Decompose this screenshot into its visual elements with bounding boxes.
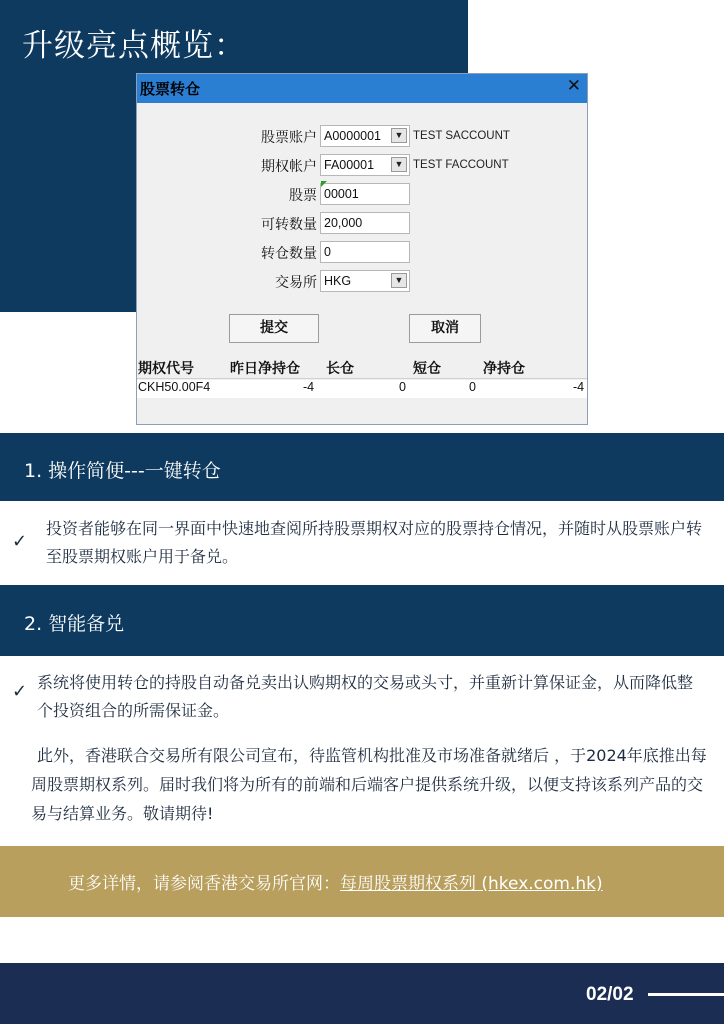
stock-transfer-dialog (136, 73, 588, 425)
stock-input[interactable] (320, 183, 410, 205)
page-number: 02/02 (586, 984, 634, 1005)
option-account-note: TEST FACCOUNT (413, 159, 509, 171)
dialog-titlebar (137, 74, 587, 103)
transferable-qty-label: 可转数量 (261, 217, 317, 233)
close-icon[interactable]: ✕ (566, 76, 581, 96)
section2-text: 系统将使用转仓的持股自动备兑卖出认购期权的交易或头寸，并重新计算保证金，从而降低整个投资组合的所需保证金。 (37, 673, 694, 720)
more-info-prefix: 更多详情，请参阅香港交易所官网： (68, 874, 340, 894)
more-info-band (0, 846, 724, 917)
transferable-qty-value: 20,000 (324, 216, 363, 230)
transfer-qty-input[interactable] (320, 241, 410, 263)
check-icon: ✓ (12, 681, 28, 702)
col-header-prev-net: 昨日净持仓 (230, 361, 300, 377)
table-divider (137, 378, 587, 379)
stock-account-value: A0000001 (324, 129, 382, 143)
section1-heading: 1. 操作简便---一键转仓 (24, 460, 221, 482)
cell-marker-icon (321, 181, 327, 187)
dialog-title: 股票转仓 (140, 80, 201, 98)
transferable-qty-field[interactable] (320, 212, 410, 234)
stock-account-row (137, 125, 317, 147)
stock-account-label: 股票账户 (261, 130, 317, 146)
option-account-select[interactable] (320, 154, 410, 176)
option-account-value: FA00001 (324, 158, 375, 172)
stock-value: 00001 (324, 187, 359, 201)
exchange-label: 交易所 (275, 275, 317, 291)
section2-extra-text: 此外，香港联合交易所有限公司宣布，待监管机构批准及市场准备就绪后 ，于2024年底推出每周股票期权系列。届时我们将为所有的前端和后端客户提供系统升级，以便支持该系列产品的交易与结算业务。敬请期待! (31, 746, 707, 823)
transfer-qty-row (137, 241, 317, 263)
col-header-long: 长仓 (326, 361, 354, 377)
positions-table-header (137, 358, 587, 378)
page-title: 升级亮点概览： (22, 28, 246, 64)
chevron-down-icon[interactable]: ▼ (391, 273, 407, 288)
stock-row (137, 183, 317, 205)
cancel-button[interactable]: 取消 (409, 314, 481, 343)
option-account-row (137, 154, 317, 176)
submit-button[interactable]: 提交 (229, 314, 319, 343)
transfer-qty-value: 0 (324, 245, 331, 259)
chevron-down-icon[interactable]: ▼ (391, 157, 407, 172)
col-header-option-code: 期权代号 (138, 361, 194, 377)
col-header-net: 净持仓 (483, 361, 525, 377)
hkex-link[interactable]: 每周股票期权系列 (hkex.com.hk) (340, 874, 603, 894)
stock-label: 股票 (289, 188, 317, 204)
table-row[interactable] (137, 380, 587, 398)
check-icon: ✓ (12, 531, 28, 552)
footer-bar (0, 963, 724, 1024)
cell-net: -4 (573, 380, 585, 394)
cell-short: 0 (469, 380, 476, 394)
section1-band (0, 433, 724, 501)
section1-text: 投资者能够在同一界面中快速地查阅所持股票期权对应的股票持仓情况，并随时从股票账户转至股票期权账户用于备兑。 (46, 519, 703, 566)
exchange-select[interactable] (320, 270, 410, 292)
col-header-short: 短仓 (413, 361, 441, 377)
section2-heading: 2. 智能备兑 (24, 613, 125, 635)
section2-band (0, 585, 724, 656)
stock-account-select[interactable] (320, 125, 410, 147)
page-divider-line (648, 993, 724, 996)
transferable-qty-row (137, 212, 317, 234)
more-info-text (68, 869, 603, 894)
chevron-down-icon[interactable]: ▼ (391, 128, 407, 143)
cell-prev-net: -4 (303, 380, 315, 394)
cell-long: 0 (399, 380, 406, 394)
option-account-label: 期权帐户 (261, 159, 317, 175)
exchange-row (137, 270, 317, 292)
transfer-qty-label: 转仓数量 (261, 246, 317, 262)
cell-option-code: CKH50.00F4 (138, 380, 211, 394)
exchange-value: HKG (324, 274, 352, 288)
stock-account-note: TEST SACCOUNT (413, 130, 510, 142)
